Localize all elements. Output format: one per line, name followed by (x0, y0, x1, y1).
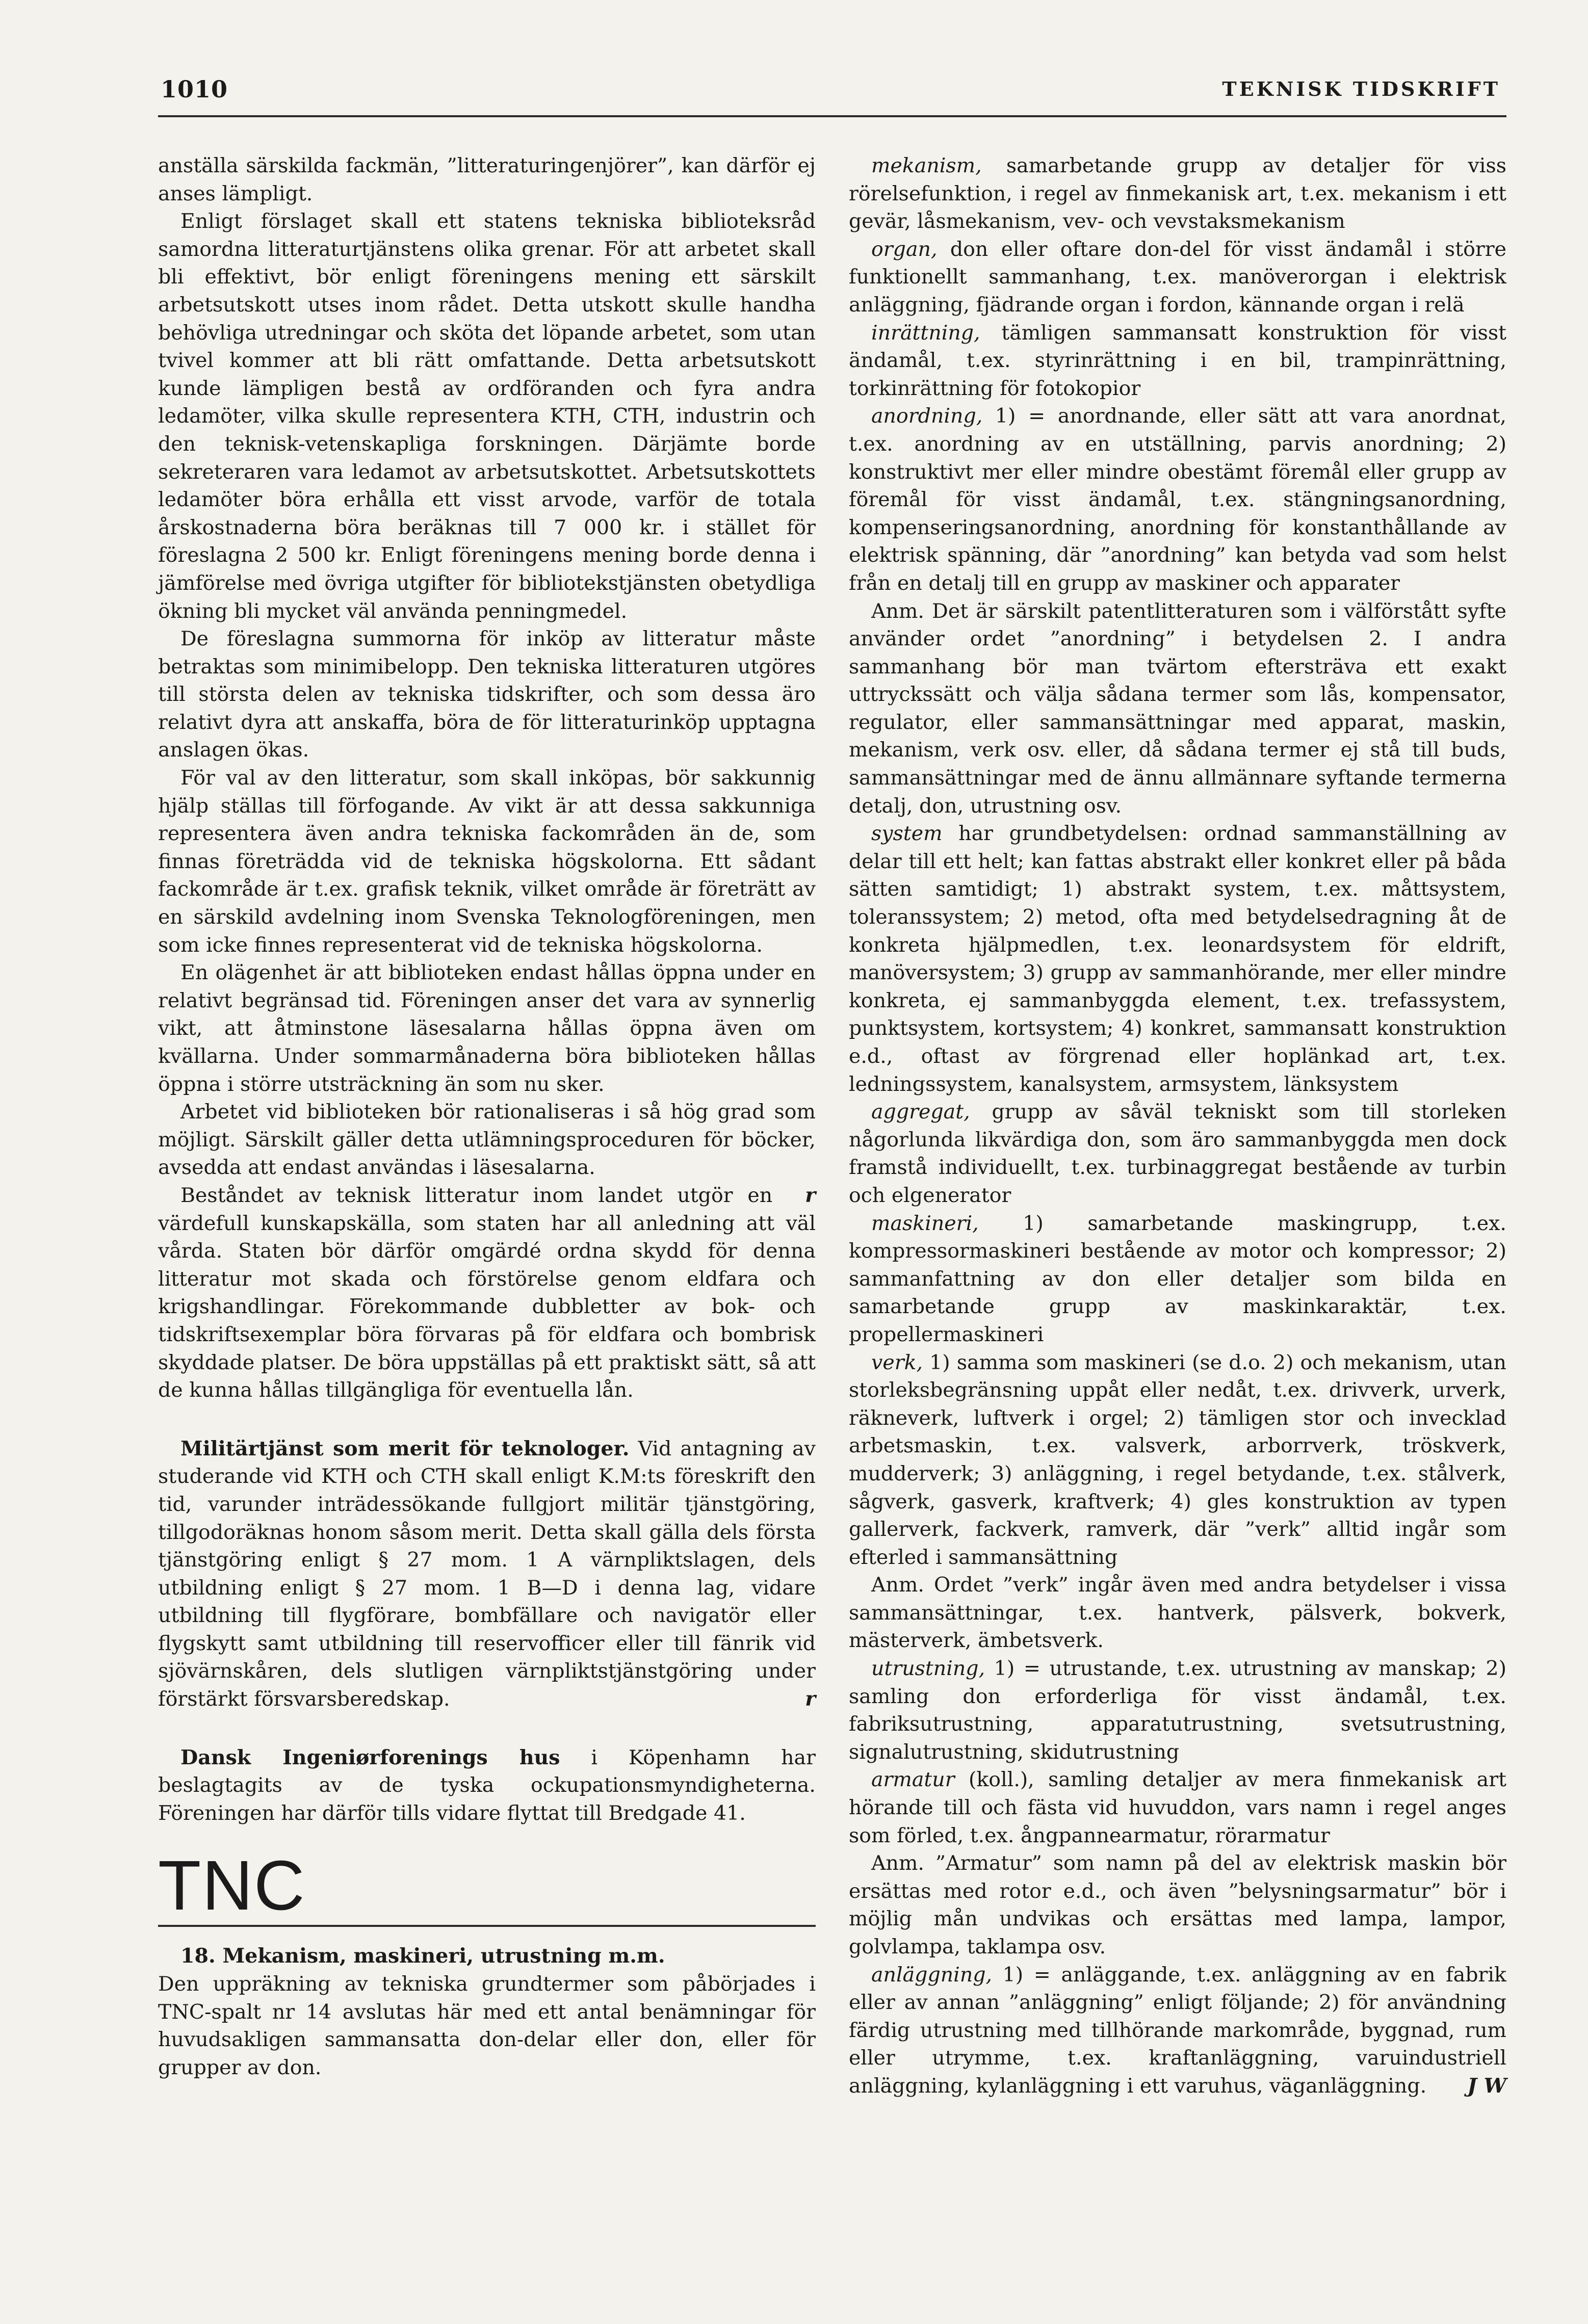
right-column (849, 152, 1506, 2100)
paragraph: En olägenhet är att biblioteken endast hållas öppna under en relativt begränsad tid. Föreningen anser det vara av synnerlig vikt, att åtminstone läsesalarna hållas öppna även om kvällarna. Under sommarmånaderna böra biblioteken hållas öppna i större utsträckning än som nu sker. (158, 961, 816, 1096)
term: organ, (871, 237, 938, 261)
journal-title: TEKNISK TIDSKRIFT (1222, 77, 1500, 100)
tnc-logo: TNC (158, 1846, 306, 1925)
definition: 1) = anordnande, eller sätt att vara anordnat, t.ex. anordning av en utställning, parvis anordning; 2) konstruktivt mer eller mindre obestämt föremål eller grupp av föremål för visst ändamål, t.ex. stängningsanordning, kompenseringsanordning, anordning för konstanthållande av elektrisk spänning, där ”anordning” kan betyda vad som helst från en detalj till en grupp av maskiner och apparater (849, 404, 1506, 595)
term: armatur (871, 1768, 955, 1792)
term: aggregat, (871, 1100, 970, 1124)
definition: 1) = utrustande, t.ex. utrustning av manskap; 2) samling don erforderliga för visst ändamål, t.ex. fabriksutrustning, apparatutrustning, svetsutrustning, signalutrustning, skidutrustning (849, 1657, 1506, 1764)
section-title: 18. Mekanism, maskineri, utrustning m.m. (180, 1944, 665, 1968)
term: utrustning, (871, 1657, 985, 1681)
header-rule (158, 115, 1506, 117)
term-entry (849, 1210, 1506, 1349)
term-entry (849, 152, 1506, 236)
news-text: i Köpenhamn har beslagtagits av de tyska ockupationsmyndigheterna. Föreningen har därför tills vidare flyttat till Bredgade 41. (158, 1745, 816, 1825)
news-text: Vid antagning av studerande vid KTH och CTH skall enligt K.M:ts föreskrift den tid, varunder inträdessökande fullgjort militär tjänstgöring, tillgodoräknas honom såsom merit. Detta skall gälla dels första tjänstgöring enligt § 27 mom. 1 A värnpliktslagen, dels utbildning enligt § 27 mom. 1 B—D i denna lag, vidare utbildning till flygförare, bombfällare och navigatör eller flygskytt samt utbildning till reservofficer eller till fänrik vid sjövärnskåren, dels slutligen värnpliktstjänstgöring under förstärkt försvarsberedskap. (158, 1437, 816, 1711)
term-entry (849, 402, 1506, 597)
definition: tämligen sammansatt konstruktion för visst ändamål, t.ex. styrinrättning i en bil, trampinrättning, torkinrättning för fotokopior (849, 321, 1506, 400)
signature: r (805, 1183, 816, 1207)
page-number: 1010 (161, 75, 228, 103)
term: verk, (871, 1350, 923, 1374)
signature: J W (1467, 2074, 1506, 2098)
term: anordning, (871, 404, 983, 428)
term-note: Anm. Ordet ”verk” ingår även med andra betydelser i vissa sammansättningar, t.ex. hantverk, pälsverk, bokverk, mästerverk, ämbetsverk. (849, 1573, 1506, 1653)
definition: 1) samarbetande maskingrupp, t.ex. kompressormaskineri bestående av motor och kompressor; 2) sammanfattning av don eller detaljer som bilda en samarbetande grupp av maskinkaraktär, t.ex. propellermaskineri (849, 1211, 1506, 1346)
term-entry (849, 1655, 1506, 1766)
definition: 1) samma som maskineri (se d.o. 2) och mekanism, utan storleksbegränsning uppåt eller nedåt, t.ex. drivverk, urverk, räkneverk, luftverk i orgel; 2) tämligen stor och invecklad arbetsmaskin, t.ex. valsverk, arborrverk, tröskverk, mudderverk; 3) anläggning, i regel betydande, t.ex. stålverk, sågverk, gasverk, kraftverk; 4) gles konstruktion av typen gallerverk, fackverk, ramverk, där ”verk” alltid ingår som efterled i sammansättning (849, 1350, 1506, 1569)
term-note: Anm. Det är särskilt patentlitteraturen som i välförstått syfte använder ordet ”anordning” i betydelsen 2. I andra sammanhang bör man tvärtom eftersträva ett exakt uttryckssätt och välja sådana termer som lås, kompensator, regulator, eller sammansättningar med apparat, maskin, mekanism, verk osv. eller, då sådana termer ej stå till buds, sammansättningar med de ännu allmännare syftande termerna detalj, don, utrustning osv. (849, 599, 1506, 818)
news-item-military (158, 1435, 816, 1713)
paragraph: De föreslagna summorna för inköp av litteratur måste betraktas som minimibelopp. Den tekniska litteraturen utgöres till största delen av tekniska tidskrifter, och som dessa äro relativt dyra att anskaffa, böra de för litteraturinköp upptagna anslagen ökas. (158, 627, 816, 762)
news-heading: Militärtjänst som merit för teknologer. (180, 1437, 630, 1460)
term-note: Anm. ”Armatur” som namn på del av elektrisk maskin bör ersättas med rotor e.d., och även ”belysningsarmatur” bör i möjlig mån undvikas och ersättas med lampa, lampor, golvlampa, taklampa osv. (849, 1851, 1506, 1959)
paragraph: Arbetet vid biblioteken bör rationaliseras i så hög grad som möjligt. Särskilt gäller detta utlämningsproceduren för böcker, avsedda att endast användas i läsesalarna. (158, 1100, 816, 1180)
left-column (158, 152, 816, 2081)
term-entry (849, 820, 1506, 1098)
news-item-dansk (158, 1744, 816, 1827)
definition: don eller oftare don-del för visst ändamål i större funktionellt sammanhang, t.ex. manöverorgan i elektrisk anläggning, fjädrande organ i fordon, kännande organ i relä (849, 237, 1506, 317)
signature: r (805, 1687, 816, 1711)
definition: samarbetande grupp av detaljer för viss rörelsefunktion, i regel av finmekanisk art, t.ex. mekanism i ett gevär, låsmekanism, vev- och vevstaksmekanism (849, 154, 1506, 233)
paragraph (158, 1182, 816, 1404)
term-entry (849, 1349, 1506, 1572)
term: system (871, 822, 943, 846)
term-entry (849, 1098, 1506, 1209)
term-entry (849, 1961, 1506, 2100)
term: maskineri, (871, 1211, 979, 1235)
term: mekanism, (871, 154, 982, 177)
paragraph: Enligt förslaget skall ett statens tekniska biblioteksråd samordna litteraturtjänstens olika grenar. För att arbetet skall bli effektivt, bör enligt föreningens mening ett särskilt arbetsutskott utses inom rådet. Detta utskott skulle handha behövliga utredningar och sköta det löpande arbetet, som utan tvivel kommer att bli rätt omfattande. Detta arbetsutskott kunde lämpligen bestå av ordföranden och fyra andra ledamöter, vilka skulle representera KTH, CTH, industrin och den teknisk-vetenskapliga forskningen. Därjämte borde sekreteraren vara ledamot av arbetsutskottet. Arbetsutskottets ledamöter böra erhålla ett visst arvode, varför de totala årskostnaderna böra beräknas till 7 000 kr. i stället för föreslagna 2 500 kr. Enligt föreningens mening borde denna i jämförelse med övriga utgifter för bibliotekstjänsten obetydliga ökning bli mycket väl använda penningmedel. (158, 210, 816, 623)
term-entry (849, 236, 1506, 319)
term-entry (849, 1766, 1506, 1849)
definition: grupp av såväl tekniskt som till storleken någorlunda likvärdiga don, som äro sammanbyggda men dock framstå individuellt, t.ex. turbinaggregat bestående av turbin och elgenerator (849, 1100, 1506, 1207)
paragraph: anställa särskilda fackmän, ”litteraturingenjörer”, kan därför ej anses lämpligt. (158, 154, 816, 205)
definition: (koll.), samling detaljer av mera finmekanisk art hörande till och fästa vid huvuddon, vars namn i regel anges som förled, t.ex. ångpannearmatur, rörarmatur (849, 1768, 1506, 1847)
term: inrättning, (871, 321, 980, 345)
term: anläggning, (871, 1963, 993, 1987)
paragraph-text: Beståndet av teknisk litteratur inom landet utgör en värdefull kunskapskälla, som staten har all anledning att väl vårda. Staten bör därför omgärdé ordna skydd för denna litteratur mot skada och förstörelse genom eldfara och krigshandlingar. Förekommande dubbletter av bok- och tidskriftsexemplar böra förvaras på för eldfara och bombrisk skyddade platser. De böra uppställas på ett praktiskt sätt, så att de kunna hållas tillgängliga för eventuella lån. (158, 1183, 816, 1402)
paragraph: Den uppräkning av tekniska grundtermer som påbörjades i TNC-spalt nr 14 avslutas här med ett antal benämningar för huvudsakligen sammansatta don-delar eller don, eller för grupper av don. (158, 1972, 816, 2079)
definition: har grundbetydelsen: ordnad sammanställning av delar till ett helt; kan fattas abstrakt eller konkret eller på båda sätten samtidigt; 1) abstrakt system, t.ex. måttsystem, toleranssystem; 2) metod, ofta med betydelsedragning åt de konkreta hjälpmedlen, t.ex. leonardsystem för eldrift, manöversystem; 3) grupp av sammanhörande, mer eller mindre konkreta, ej sammanbyggda element, t.ex. trefassystem, punktsystem, kortsystem; 4) konkret, sammansatt konstruktion e.d., oftast av förgrenad eller hoplänkad art, t.ex. ledningssystem, kanalsystem, armsystem, länksystem (849, 822, 1506, 1096)
news-heading: Dansk Ingeniørforenings hus (180, 1745, 560, 1769)
tnc-rule (158, 1925, 816, 1927)
definition: 1) = anläggande, t.ex. anläggning av en fabrik eller av annan ”anläggning” enligt följande; 2) för användning färdig utrustning med tillhörande markområde, byggnad, rum eller utrymme, t.ex. kraftanläggning, varuindustriell anläggning, kylanläggning i ett varuhus, väganläggning. (849, 1963, 1506, 2098)
paragraph: För val av den litteratur, som skall inköpas, bör sakkunnig hjälp ställas till förfogande. Av vikt är att dessa sakkunniga representera även andra tekniska fackområden än de, som finnas företrädda vid de tekniska högskolorna. Ett sådant fackområde är t.ex. grafisk teknik, vilket område är företrätt av en särskild avdelning inom Svenska Teknologföreningen, men som icke finnes representerat vid de tekniska högskolorna. (158, 766, 816, 957)
term-entry (849, 319, 1506, 403)
